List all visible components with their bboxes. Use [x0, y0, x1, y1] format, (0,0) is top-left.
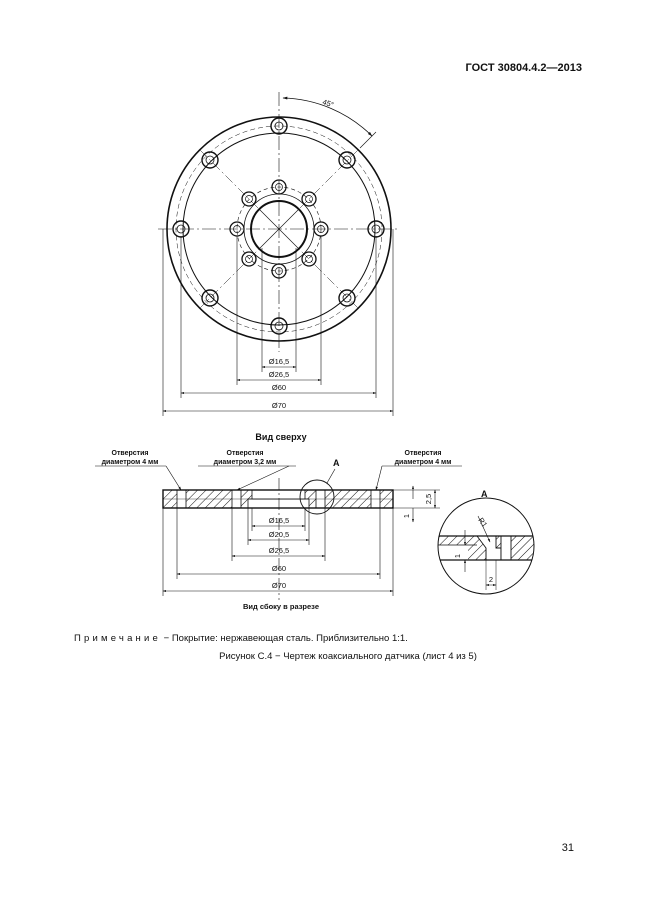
detail-dim-horizontal: 2 [488, 575, 494, 584]
top-view [158, 92, 400, 352]
note-text: − Покрытие: нержавеющая сталь. Приблизительно 1:1. [161, 633, 408, 644]
holes-mid-line2: диаметром 3,2 мм [213, 459, 277, 466]
detail-marker: A [333, 458, 340, 468]
holes-left-line2: диаметром 4 мм [101, 459, 159, 466]
hole-outer-6 [202, 290, 218, 306]
side-view-caption: Вид сбоку в разрезе [243, 602, 319, 611]
side-dim-20-5: Ø20,5 [268, 530, 290, 539]
note-prefix: Примечание [74, 633, 161, 644]
side-height-label: 2,5 [424, 493, 433, 505]
hole-outer-4 [339, 290, 355, 306]
angle-label: 45° [321, 97, 335, 110]
standard-header: ГОСТ 30804.4.2—2013 [465, 62, 582, 74]
side-dim-16-5: Ø16,5 [268, 516, 290, 525]
hole-leaders [95, 466, 462, 490]
holes-mid-line1: Отверстия [226, 450, 264, 457]
detail-title: A [481, 489, 488, 499]
hole-outer-2 [339, 152, 355, 168]
top-view-caption: Вид сверху [255, 432, 307, 442]
top-dim-26-5: Ø26,5 [268, 370, 290, 379]
angle-dimension [283, 97, 376, 148]
hole-inner-6 [242, 252, 256, 266]
side-step-label: 1 [402, 513, 411, 519]
side-dim-26-5: Ø26,5 [268, 546, 290, 555]
top-dim-16-5: Ø16,5 [268, 357, 290, 366]
side-dim-60: Ø60 [271, 564, 287, 573]
detail-dim-vertical: 1 [453, 553, 462, 559]
figure-caption: Рисунок С.4 − Чертеж коаксиального датчика (лист 4 из 5) [219, 651, 477, 662]
side-dim-70: Ø70 [271, 581, 287, 590]
detail-radius-label: R1 [476, 515, 490, 530]
holes-right-line2: диаметром 4 мм [394, 459, 452, 466]
holes-left-line1: Отверстия [111, 450, 149, 457]
holes-right-line1: Отверстия [404, 450, 442, 457]
top-dim-70: Ø70 [271, 401, 287, 410]
detail-a [438, 498, 534, 594]
page-number: 31 [561, 842, 574, 854]
hole-inner-2 [302, 192, 316, 206]
hole-inner-4 [302, 252, 316, 266]
top-dim-60: Ø60 [271, 383, 287, 392]
note [74, 633, 408, 644]
hole-inner-8 [242, 192, 256, 206]
